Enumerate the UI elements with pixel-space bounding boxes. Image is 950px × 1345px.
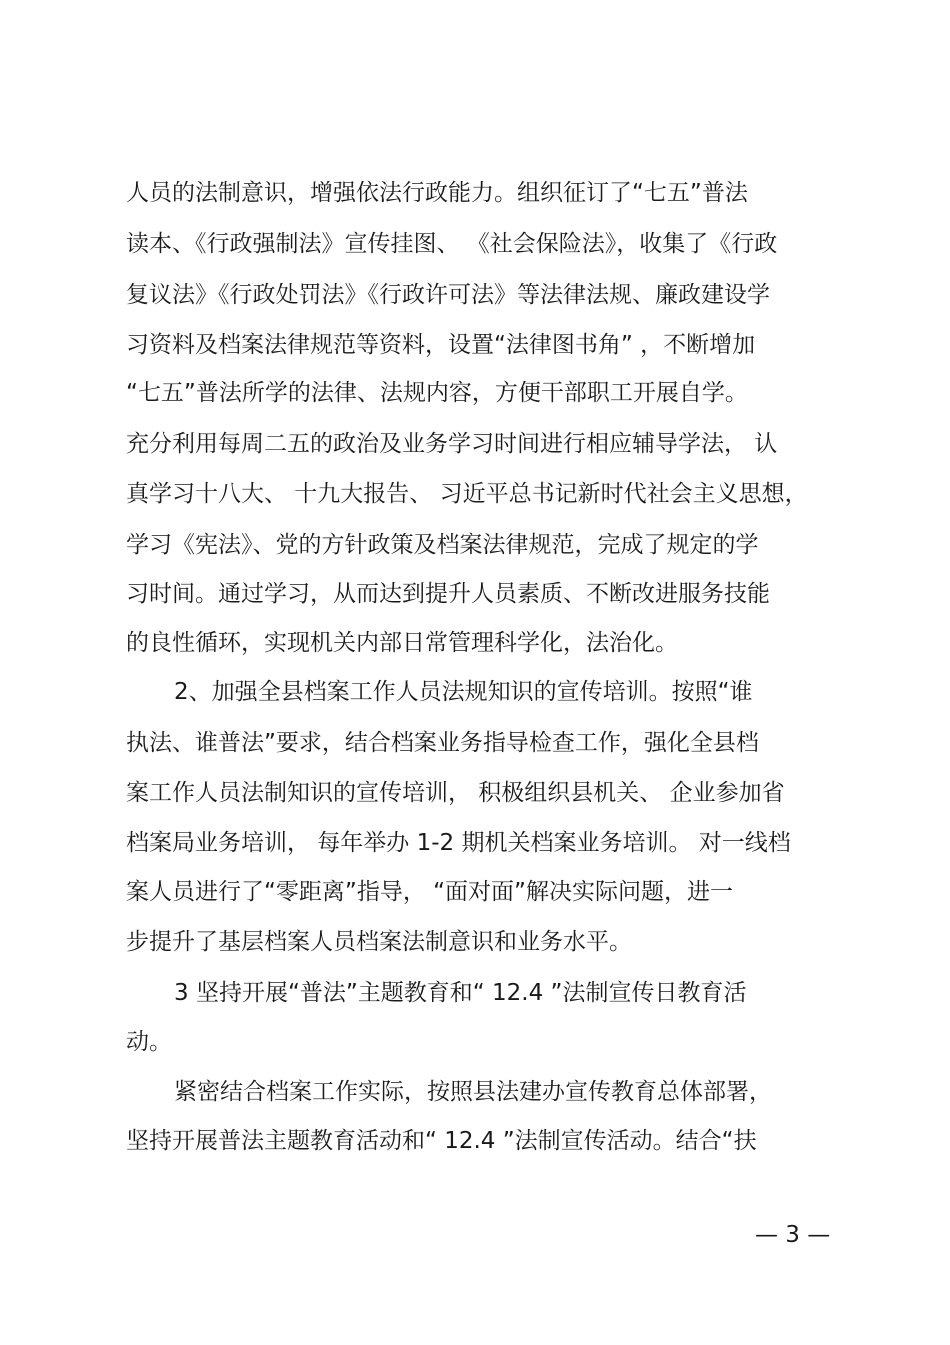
text-line-5: “七五”普法所学的法律、法规内容，方便干部职工开展自学。 [126, 380, 748, 406]
text-line-7: 真学习十八大、 十九大报告、 习近平总书记新时代社会主义思想， [126, 481, 808, 507]
text-line-8: 学习《宪法》、党的方针政策及档案法律规范，完成了规定的学 [126, 532, 759, 558]
text-line-16: 步提升了基层档案人员档案法制意识和业务水平。 [126, 929, 632, 955]
text-line-14: 档案局业务培训， 每年举办 1-2 期机关档案业务培训。 对一线档 [126, 830, 791, 856]
text-line-19: 紧密结合档案工作实际，按照县法建办宣传教育总体部署， [174, 1079, 772, 1105]
text-line-2: 读本、《行政强制法》宣传挂图、 《社会保险法》，收集了《行政 [126, 231, 778, 257]
text-line-13: 案工作人员法制知识的宣传培训， 积极组织县机关、 企业参加省 [126, 780, 785, 806]
text-line-20: 坚持开展普法主题教育活动和“ 12.4 ”法制宣传活动。结合“扶 [126, 1128, 757, 1154]
text-line-4: 习资料及档案法律规范等资料，设置“法律图书角” ，不断增加 [126, 332, 756, 358]
page-number: — 3 — [755, 1222, 831, 1248]
text-line-15: 案人员进行了“零距离”指导， “面对面”解决实际问题，进一 [126, 879, 733, 905]
text-line-17: 3 坚持开展“普法”主题教育和“ 12.4 ”法制宣传日教育活 [174, 980, 747, 1006]
text-line-10: 的良性循环，实现机关内部日常管理科学化，法治化。 [126, 630, 678, 656]
text-line-9: 习时间。通过学习，从而达到提升人员素质、不断改进服务技能 [126, 581, 770, 607]
text-line-12: 执法、谁普法”要求，结合档案业务指导检查工作，强化全县档 [126, 730, 759, 756]
text-line-11: 2、加强全县档案工作人员法规知识的宣传培训。按照“谁 [174, 679, 753, 705]
text-line-6: 充分利用每周二五的政治及业务学习时间进行相应辅导学法， 认 [126, 431, 778, 457]
text-line-18: 动。 [126, 1029, 172, 1055]
text-line-1: 人员的法制意识，增强依法行政能力。组织征订了“七五”普法 [126, 180, 748, 206]
text-line-3: 复议法》《行政处罚法》《行政许可法》等法律法规、廉政建设学 [126, 282, 770, 308]
